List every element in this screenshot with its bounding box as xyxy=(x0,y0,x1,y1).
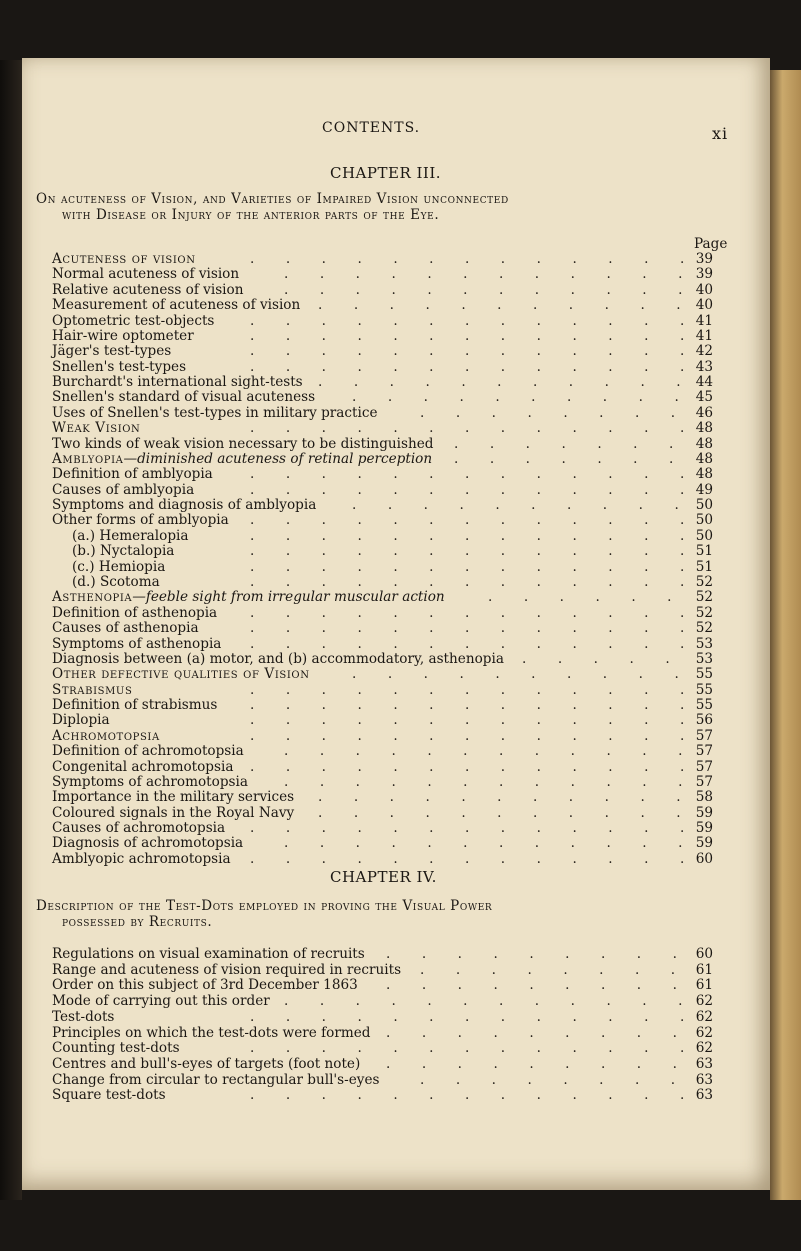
toc-entry xyxy=(52,789,294,805)
toc-entry xyxy=(52,651,504,667)
toc-page-number: 49 xyxy=(695,481,713,498)
toc-entry xyxy=(52,697,217,713)
toc-entry xyxy=(52,466,213,482)
toc-entry xyxy=(52,497,316,513)
toc-page-number: 48 xyxy=(695,450,713,467)
leader-dots: . . . . . . . . . . . . . xyxy=(250,512,685,529)
toc-entry-text: Amblyopic achromotopsia xyxy=(52,850,231,867)
toc-entry-text: (b.) Nyctalopia xyxy=(72,543,175,560)
toc-entry xyxy=(52,1009,114,1025)
toc-entry xyxy=(52,774,248,790)
toc-entry-subtitle: —feeble sight from irregular muscular action xyxy=(132,589,445,606)
toc-entry xyxy=(52,512,229,528)
toc-entry-text: Uses of Snellen's test-types in military practice xyxy=(52,404,378,421)
toc-page-number: 55 xyxy=(695,666,713,683)
chapter4-heading-line2: possessed by Recruits. xyxy=(62,914,213,930)
toc-entry-text: Snellen's test-types xyxy=(52,358,187,375)
toc-entry-text: Symptoms and diagnosis of amblyopia xyxy=(52,497,317,514)
toc-entry-text: Counting test-dots xyxy=(52,1040,180,1057)
toc-page-number: 52 xyxy=(695,620,713,637)
chapter3-heading-line2: with Disease or Injury of the anterior parts of the Eye. xyxy=(62,207,440,223)
leader-dots: . . . . . . . . . . . . xyxy=(284,773,683,790)
toc-entry xyxy=(52,297,300,313)
toc-entry-text: Order on this subject of 3rd December 1863 xyxy=(52,977,358,994)
toc-page-number: 48 xyxy=(695,420,713,437)
toc-entry xyxy=(52,359,186,375)
leader-dots: . . . . . . . . . . . xyxy=(318,374,681,391)
toc-entry-text: Symptoms of achromotopsia xyxy=(52,773,248,790)
toc-entry xyxy=(52,328,194,344)
leader-dots: . . . . . . . . . xyxy=(386,977,677,994)
toc-entry-text: Range and acuteness of vision required in recruits xyxy=(52,961,402,978)
toc-entry-text: Congenital achromotopsia xyxy=(52,758,234,775)
toc-entry xyxy=(52,1072,380,1088)
toc-entry-text: Principles on which the test-dots were formed xyxy=(52,1024,371,1041)
leader-dots: . . . . . . . . . . xyxy=(352,497,679,514)
leader-dots: . . . . . . . . . . xyxy=(352,389,679,406)
leader-dots: . . . . . . . . . . . . . xyxy=(250,820,685,837)
leader-dots: . . . . . . . . . . . . . xyxy=(250,758,685,775)
toc-entry xyxy=(52,436,433,452)
toc-entry xyxy=(52,405,378,421)
toc-entry-text: Two kinds of weak vision necessary to be distinguished xyxy=(52,435,434,452)
leader-dots: . . . . . . . . . xyxy=(386,946,677,962)
toc-entry-text: Other forms of amblyopia xyxy=(52,512,229,529)
toc-page-number: 63 xyxy=(695,1087,713,1104)
toc-entry xyxy=(52,805,294,821)
toc-entry xyxy=(52,743,244,759)
toc-page-number: 40 xyxy=(695,281,713,298)
leader-dots: . . . . . . . . . . . . . xyxy=(250,1008,685,1025)
toc-entry-text: Optometric test-objects xyxy=(52,312,215,329)
toc-entry xyxy=(72,574,160,590)
toc-page-number: 61 xyxy=(695,961,713,978)
toc-entry-text: Mode of carrying out this order xyxy=(52,993,270,1010)
leader-dots: . . . . . . . . xyxy=(420,961,676,978)
toc-entry-text: Diagnosis between (a) motor, and (b) accommodatory, asthenopia xyxy=(52,650,504,667)
toc-page-number: 48 xyxy=(695,435,713,452)
toc-entry xyxy=(52,389,315,405)
toc-entry-text: Burchardt's international sight-tests xyxy=(52,374,303,391)
chapter4-title: CHAPTER IV. xyxy=(330,868,437,886)
toc-entry xyxy=(52,266,239,282)
toc-entry xyxy=(52,820,225,836)
toc-entry xyxy=(52,636,221,652)
toc-entry-text: Centres and bull's-eyes of targets (foot note) xyxy=(52,1055,361,1072)
toc-page-number: 50 xyxy=(695,527,713,544)
toc-page-number: 39 xyxy=(695,251,713,267)
toc-entry-text: Definition of achromotopsia xyxy=(52,743,244,760)
leader-dots: . . . . . . . . . . . . . xyxy=(250,681,685,698)
toc-page-number: 59 xyxy=(695,820,713,837)
toc-entry xyxy=(52,1025,370,1041)
leader-dots: . . . . . . . . . . . . . xyxy=(250,620,685,637)
toc-entry-text: Importance in the military services xyxy=(52,789,295,806)
toc-page-number: 52 xyxy=(695,573,713,590)
toc-entry-text: Definition of strabismus xyxy=(52,697,218,714)
toc-page-number: 55 xyxy=(695,681,713,698)
toc-entry-text: Other defective qualities of Vision xyxy=(52,666,310,683)
toc-page-number: 48 xyxy=(695,466,713,483)
leader-dots: . . . . . . . . . . . . xyxy=(284,266,683,283)
toc-entry-text: Jäger's test-types xyxy=(52,343,172,360)
leader-dots: . . . . . . . . . . . xyxy=(318,804,681,821)
leader-dots: . . . . . . . . . . . . . xyxy=(250,312,685,329)
toc-entry-text: Acuteness of vision xyxy=(52,251,196,267)
toc-entry-text: Strabismus xyxy=(52,681,133,698)
toc-entry xyxy=(52,620,199,636)
toc-entry xyxy=(52,374,303,390)
toc-entry-text: Achromotopsia xyxy=(52,727,160,744)
toc-entry-text: Test-dots xyxy=(52,1008,115,1025)
toc-entry xyxy=(52,682,132,698)
toc-entry xyxy=(52,420,140,436)
chapter4-heading-line1: Description of the Test-Dots employed in proving the Visual Power xyxy=(36,898,493,914)
leader-dots: . . . . . . . . . . . . . xyxy=(250,558,685,575)
toc-page-number: 53 xyxy=(695,650,713,667)
toc-entry xyxy=(52,1087,166,1103)
leader-dots: . . . . . . . . . . . . xyxy=(284,993,683,1010)
leader-dots: . . . . . . . . . . . . . xyxy=(250,604,685,621)
leader-dots: . . . . . . . . . . . xyxy=(318,297,681,314)
toc-entry-text: Change from circular to rectangular bull's-eyes xyxy=(52,1071,380,1088)
toc-page-number: 63 xyxy=(695,1055,713,1072)
running-title: CONTENTS. xyxy=(322,120,421,136)
toc-page-number: 41 xyxy=(695,327,713,344)
leader-dots: . . . . . . . . . . . . . xyxy=(250,573,685,590)
toc-page-number: 60 xyxy=(695,850,713,867)
leader-dots: . . . . . . . . . . . . . xyxy=(250,527,685,544)
leader-dots: . . . . . . . xyxy=(454,435,674,452)
toc-entry xyxy=(52,851,231,867)
toc-entry xyxy=(72,543,174,559)
toc-entry-text: Snellen's standard of visual acuteness xyxy=(52,389,316,406)
toc-entry-text: Normal acuteness of vision xyxy=(52,266,240,283)
toc-entry-text: (a.) Hemeralopia xyxy=(72,527,189,544)
toc-entry-text: Diplopia xyxy=(52,712,110,729)
chapter3-heading-line1: On acuteness of Vision, and Varieties of Impaired Vision unconnected xyxy=(36,191,509,207)
leader-dots: . . . . . . . . . xyxy=(386,1024,677,1041)
toc-entry-text: (d.) Scotoma xyxy=(72,573,160,590)
leader-dots: . . . . . . . . . . . . xyxy=(284,743,683,760)
toc-entry-subtitle: —diminished acuteness of retinal perception xyxy=(123,450,433,467)
toc-entry xyxy=(52,977,358,993)
toc-page-number: 62 xyxy=(695,1040,713,1057)
toc-page-number: 57 xyxy=(695,758,713,775)
toc-page-number: 55 xyxy=(695,697,713,714)
toc-entry-text: Causes of achromotopsia xyxy=(52,820,226,837)
leader-dots: . . . . . . . . . . . xyxy=(318,789,681,806)
leader-dots: . . . . . . . . . . . . xyxy=(284,835,683,852)
leader-dots: . . . . . . . . . . . . . xyxy=(250,1087,685,1104)
toc-entry xyxy=(52,589,445,605)
leader-dots: . . . . . . . . . . . . . xyxy=(250,466,685,483)
leader-dots: . . . . . . . . . . . . . xyxy=(250,358,685,375)
toc-page-number: 46 xyxy=(695,404,713,421)
leader-dots: . . . . . . . . . . . . . xyxy=(250,697,685,714)
toc-page-number: 50 xyxy=(695,497,713,514)
toc-entry xyxy=(52,251,196,267)
toc-entry-text: Causes of amblyopia xyxy=(52,481,195,498)
toc-page-number: 52 xyxy=(695,589,713,606)
leader-dots: . . . . . . . . . . . . xyxy=(284,281,683,298)
leader-dots: . . . . . . . . . . . . . xyxy=(250,712,685,729)
toc-page-number: 57 xyxy=(695,727,713,744)
toc-page-number: 56 xyxy=(695,712,713,729)
toc-entry-text: Amblyopia xyxy=(52,450,124,467)
leader-dots: . . . . . . . . . . . . . xyxy=(250,251,685,267)
toc-entry-text: Definition of asthenopia xyxy=(52,604,218,621)
toc-page-number: 52 xyxy=(695,604,713,621)
toc-page-number: 62 xyxy=(695,1008,713,1025)
toc-entry xyxy=(72,528,188,544)
toc-entry xyxy=(52,666,310,682)
toc-page-number: 61 xyxy=(695,977,713,994)
leader-dots: . . . . . . . . . . . . . xyxy=(250,1040,685,1057)
toc-page-number: 63 xyxy=(695,1071,713,1088)
toc-entry xyxy=(52,605,217,621)
leader-dots: . . . . . . . . . . . . . xyxy=(250,543,685,560)
book-spine-shadow xyxy=(0,60,22,1200)
leader-dots: . . . . . . . . . . . . . xyxy=(250,343,685,360)
page-number: xi xyxy=(712,124,729,143)
toc-entry xyxy=(52,962,401,978)
toc-entry xyxy=(72,559,165,575)
toc-page-number: 62 xyxy=(695,993,713,1010)
toc-entry-text: Hair-wire optometer xyxy=(52,327,194,344)
leader-dots: . . . . . . . . . xyxy=(386,1055,677,1072)
toc-entry-text: Diagnosis of achromotopsia xyxy=(52,835,244,852)
toc-page-number: 57 xyxy=(695,743,713,760)
leader-dots: . . . . . . . . xyxy=(420,1071,676,1088)
document-page xyxy=(22,58,770,1190)
toc-entry-text: Weak Vision xyxy=(52,420,141,437)
toc-entry-text: Regulations on visual examination of recruits xyxy=(52,946,365,962)
leader-dots: . . . . . . . . . . . . . xyxy=(250,635,685,652)
leader-dots: . . . . . . . . xyxy=(420,404,676,421)
toc-entry xyxy=(52,313,214,329)
toc-page-number: 60 xyxy=(695,946,713,962)
toc-entry xyxy=(52,1056,360,1072)
leader-dots: . . . . . . . . . . . . . xyxy=(250,850,685,867)
leader-dots: . . . . . . . . . . . . . xyxy=(250,727,685,744)
toc-entry-text: Symptoms of asthenopia xyxy=(52,635,222,652)
leader-dots: . . . . . . . . . . . . . xyxy=(250,327,685,344)
toc-entry-text: Measurement of acuteness of vision xyxy=(52,297,301,314)
toc-entry xyxy=(52,728,160,744)
toc-entry-text: (c.) Hemiopia xyxy=(72,558,166,575)
toc-entry xyxy=(52,482,194,498)
chapter3-title: CHAPTER III. xyxy=(330,164,442,182)
toc-page-number: 51 xyxy=(695,543,713,560)
leader-dots: . . . . . . . xyxy=(454,450,674,467)
toc-entry-text: Definition of amblyopia xyxy=(52,466,213,483)
toc-entry xyxy=(52,993,270,1009)
toc-page-number: 53 xyxy=(695,635,713,652)
toc-entry xyxy=(52,282,243,298)
toc-entry-text: Coloured signals in the Royal Navy xyxy=(52,804,295,821)
toc-entry xyxy=(52,835,243,851)
toc-page-number: 40 xyxy=(695,297,713,314)
toc-entry xyxy=(52,946,365,962)
toc-page-number: 45 xyxy=(695,389,713,406)
toc-entry xyxy=(52,712,110,728)
toc-page-number: 59 xyxy=(695,835,713,852)
toc-page-number: 39 xyxy=(695,266,713,283)
toc-page-number: 42 xyxy=(695,343,713,360)
leader-dots: . . . . . . . . . . . . . xyxy=(250,420,685,437)
toc-entry-text: Relative acuteness of vision xyxy=(52,281,244,298)
toc-page-number: 51 xyxy=(695,558,713,575)
toc-page-number: 59 xyxy=(695,804,713,821)
toc-entry xyxy=(52,1040,180,1056)
toc-page-number: 50 xyxy=(695,512,713,529)
toc-page-number: 58 xyxy=(695,789,713,806)
toc-page-number: 62 xyxy=(695,1024,713,1041)
toc-entry xyxy=(52,759,233,775)
toc-entry xyxy=(52,343,171,359)
page-edge xyxy=(770,70,801,1200)
toc-entry-text: Causes of asthenopia xyxy=(52,620,199,637)
toc-page-number: 41 xyxy=(695,312,713,329)
toc-entry-text: Square test-dots xyxy=(52,1087,166,1104)
toc-page-number: 43 xyxy=(695,358,713,375)
toc-page-number: 44 xyxy=(695,374,713,391)
page-column-label: Page xyxy=(694,236,728,252)
toc-page-number: 57 xyxy=(695,773,713,790)
toc-entry-text: Asthenopia xyxy=(52,589,133,606)
toc-entry xyxy=(52,451,432,467)
leader-dots: . . . . . xyxy=(522,650,670,667)
leader-dots: . . . . . . . . . . xyxy=(352,666,679,683)
leader-dots: . . . . . . . . . . . . . xyxy=(250,481,685,498)
leader-dots: . . . . . . xyxy=(488,589,672,606)
